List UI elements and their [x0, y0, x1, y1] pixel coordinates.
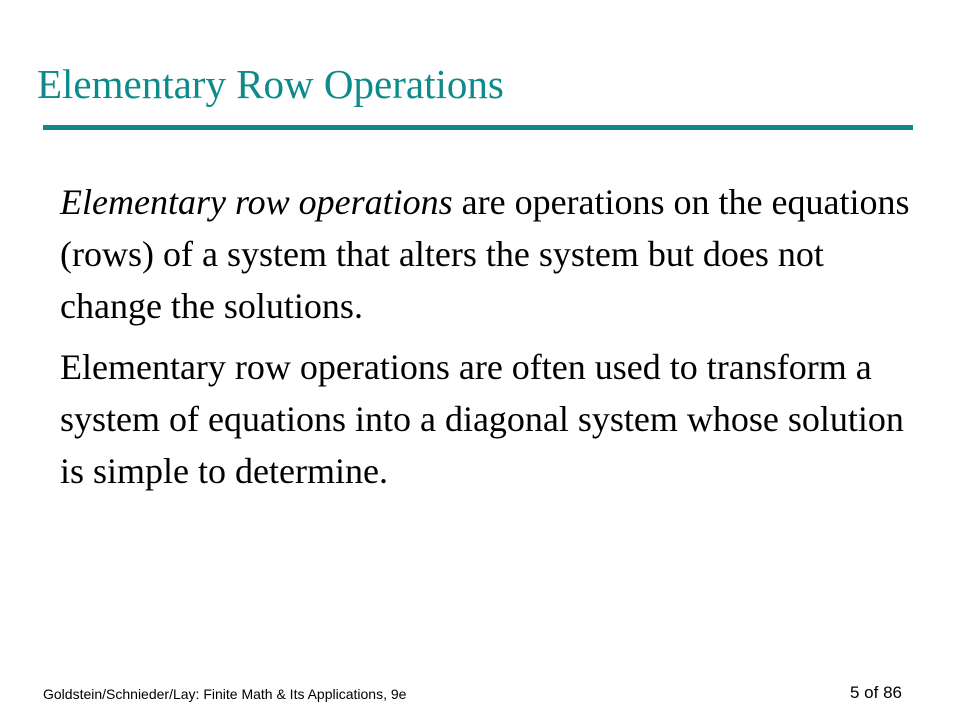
usage-text: Elementary row operations are often used to transform a system of equations into a diagonal system whose solution is simple to determine. — [60, 347, 904, 491]
definition-term: Elementary row operations — [60, 182, 453, 222]
definition-text: are operations on the equations (rows) of a system that alters the system but does not change the solutions. — [60, 182, 910, 326]
page-number: 5 of 86 — [850, 683, 902, 702]
footer-source: Goldstein/Schnieder/Lay: Finite Math & Its Applications, 9e — [43, 686, 407, 702]
usage-paragraph — [60, 341, 920, 497]
slide-title: Elementary Row Operations — [37, 61, 504, 107]
definition-paragraph — [60, 176, 920, 332]
title-underline-rule — [43, 125, 913, 130]
